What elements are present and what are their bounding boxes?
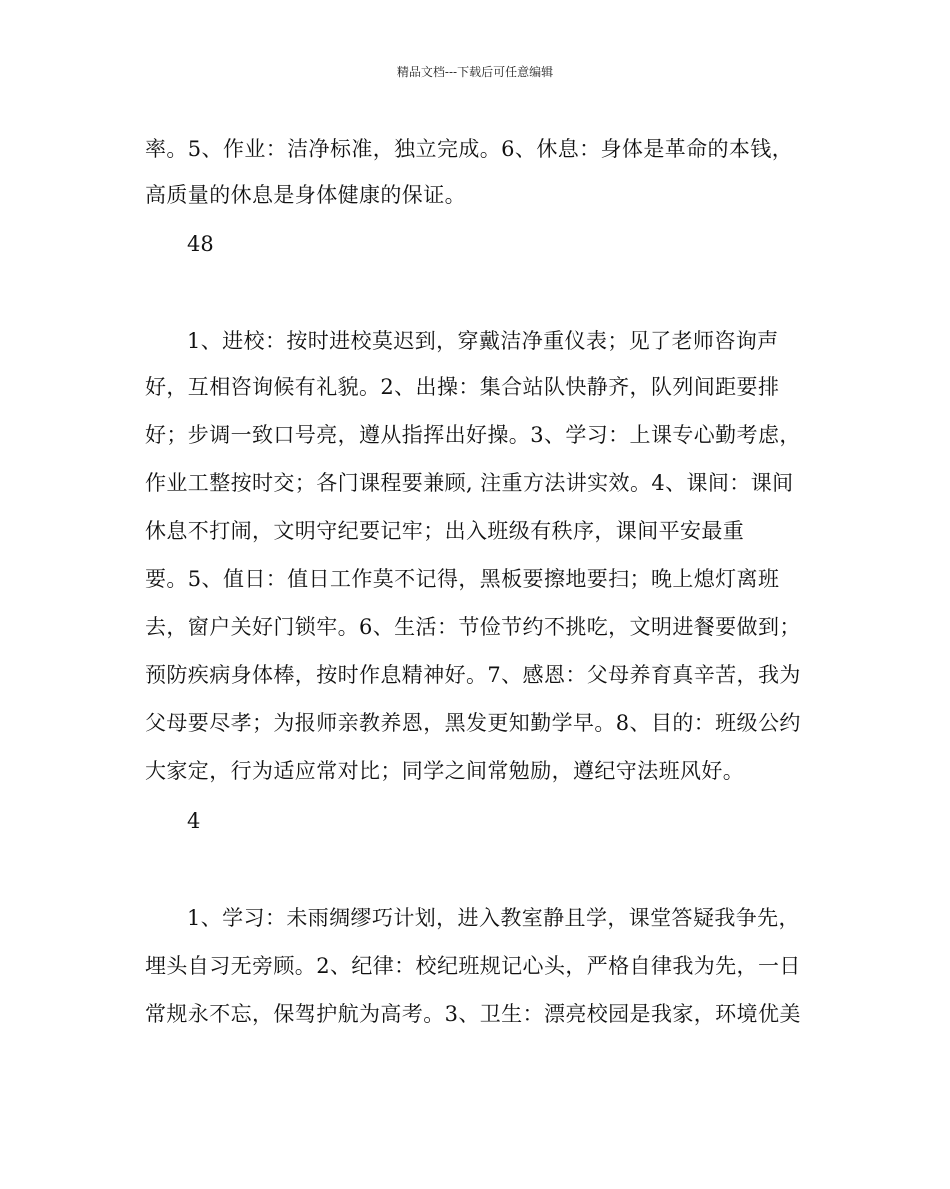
paragraph-line: 大家定，行为适应常对比；同学之间常勉励，遵纪守法班风好。	[145, 759, 745, 783]
page-header: 精品文档---下载后可任意编辑	[396, 65, 554, 79]
paragraph-line: 父母要尽孝；为报师亲教养恩，黑发更知勤学早。8、目的：班级公约	[145, 711, 801, 735]
paragraph-line: 要。5、值日：值日工作莫不记得，黑板要擦地要扫；晚上熄灯离班	[145, 567, 780, 591]
paragraph-line: 作业工整按时交；各门课程要兼顾, 注重方法讲实效。4、课间：课间	[145, 471, 794, 495]
paragraph-line: 预防疾病身体棒，按时作息精神好。7、感恩：父母养育真辛苦，我为	[145, 663, 801, 687]
section-number: 4	[187, 809, 201, 833]
section-number: 48	[187, 232, 214, 256]
paragraph-line: 率。5、作业：洁净标准，独立完成。6、休息：身体是革命的本钱，	[145, 137, 794, 161]
paragraph-line: 1、学习：未雨绸缪巧计划，进入教室静且学，课堂答疑我争先，	[187, 906, 800, 930]
paragraph-line: 1、进校：按时进校莫迟到，穿戴洁净重仪表；见了老师咨询声	[187, 329, 779, 353]
paragraph-line: 好；步调一致口号亮，遵从指挥出好操。3、学习：上课专心勤考虑，	[145, 423, 801, 447]
paragraph-line: 高质量的休息是身体健康的保证。	[145, 183, 466, 207]
paragraph-line: 常规永不忘，保驾护航为高考。3、卫生：漂亮校园是我家，环境优美	[145, 1002, 801, 1026]
paragraph-line: 埋头自习无旁顾。2、纪律：校纪班规记心头，严格自律我为先，一日	[145, 954, 801, 978]
paragraph-line: 好，互相咨询候有礼貌。2、出操：集合站队快静齐，队列间距要排	[145, 375, 780, 399]
paragraph-line: 休息不打闹，文明守纪要记牢；出入班级有秩序，课间平安最重	[145, 519, 745, 543]
paragraph-line: 去，窗户关好门锁牢。6、生活：节俭节约不挑吃，文明进餐要做到；	[145, 615, 801, 639]
